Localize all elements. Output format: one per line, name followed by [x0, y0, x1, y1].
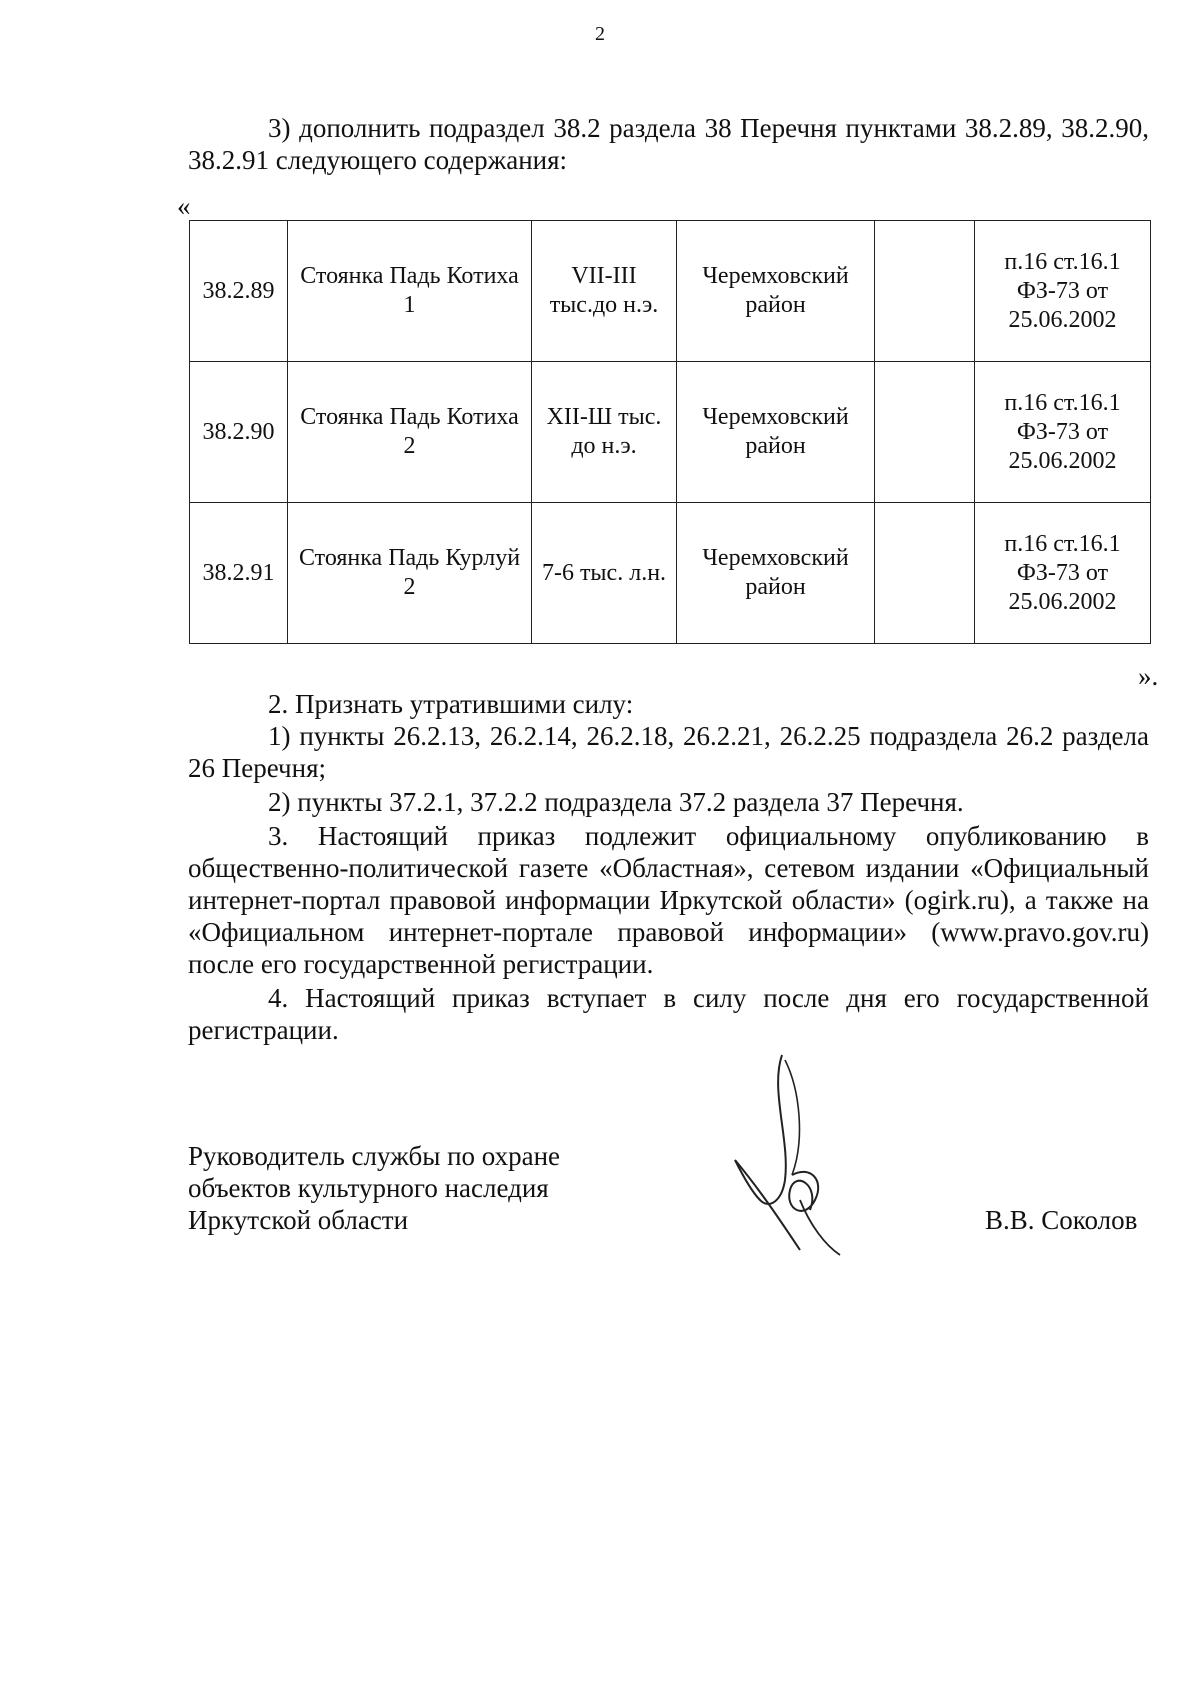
cell-location: Черемховский район — [677, 503, 875, 644]
cell-number: 38.2.91 — [190, 503, 288, 644]
signer-title — [188, 1140, 560, 1236]
cell-name: Стоянка Падь Котиха 2 — [288, 362, 532, 503]
cell-law: п.16 ст.16.1 ФЗ-73 от 25.06.2002 — [975, 503, 1151, 644]
cell-location: Черемховский район — [677, 221, 875, 362]
paragraph-2-1: 1) пункты 26.2.13, 26.2.14, 26.2.18, 26.2.21, 26.2.25 подраздела 26.2 раздела 26 Перечня; — [188, 721, 1149, 783]
intro-paragraph: 3) дополнить подраздел 38.2 раздела 38 Перечня пунктами 38.2.89, 38.2.90, 38.2.91 следующего содержания: — [188, 113, 1149, 175]
paragraph-2-2: 2) пункты 37.2.1, 37.2.2 подраздела 37.2 раздела 37 Перечня. — [268, 787, 964, 817]
cell-name: Стоянка Падь Курлуй 2 — [288, 503, 532, 644]
signer-title-line: Руководитель службы по охране — [188, 1141, 561, 1171]
cell-date: XII-Ш тыс. до н.э. — [532, 362, 677, 503]
cell-law: п.16 ст.16.1 ФЗ-73 от 25.06.2002 — [975, 221, 1151, 362]
cell-extra — [875, 503, 975, 644]
cell-name: Стоянка Падь Котиха 1 — [288, 221, 532, 362]
table-row — [190, 221, 1151, 362]
cell-number: 38.2.90 — [190, 362, 288, 503]
cell-extra — [875, 362, 975, 503]
paragraph-2: 2. Признать утратившими силу: — [268, 689, 634, 719]
signer-name: В.В. Соколов — [985, 1205, 1138, 1235]
opening-quote: « — [177, 191, 191, 221]
cell-date: VII-III тыс.до н.э. — [532, 221, 677, 362]
cell-number: 38.2.89 — [190, 221, 288, 362]
items-table — [189, 220, 1151, 644]
signer-title-line: Иркутской области — [188, 1205, 409, 1235]
table-row — [190, 503, 1151, 644]
paragraph-4: 4. Настоящий приказ вступает в силу после дня его государственной регистрации. — [188, 983, 1149, 1045]
signer-title-line: объектов культурного наследия — [188, 1173, 549, 1203]
table-row — [190, 362, 1151, 503]
cell-date: 7-6 тыс. л.н. — [532, 503, 677, 644]
cell-law: п.16 ст.16.1 ФЗ-73 от 25.06.2002 — [975, 362, 1151, 503]
page-number: 2 — [595, 23, 605, 45]
cell-location: Черемховский район — [677, 362, 875, 503]
closing-quote: ». — [1138, 661, 1159, 691]
cell-extra — [875, 221, 975, 362]
paragraph-3: 3. Настоящий приказ подлежит официальному опубликованию в общественно-политической газете «Областная», сетевом издании «Официальный интернет-портал правовой информации Иркутской области» (ogirk.ru), а также на «Официальном интернет-портале правовой информации» (www.pravo.gov.ru) после его государственной регистрации. — [188, 821, 1149, 979]
signature-icon — [730, 1050, 850, 1260]
